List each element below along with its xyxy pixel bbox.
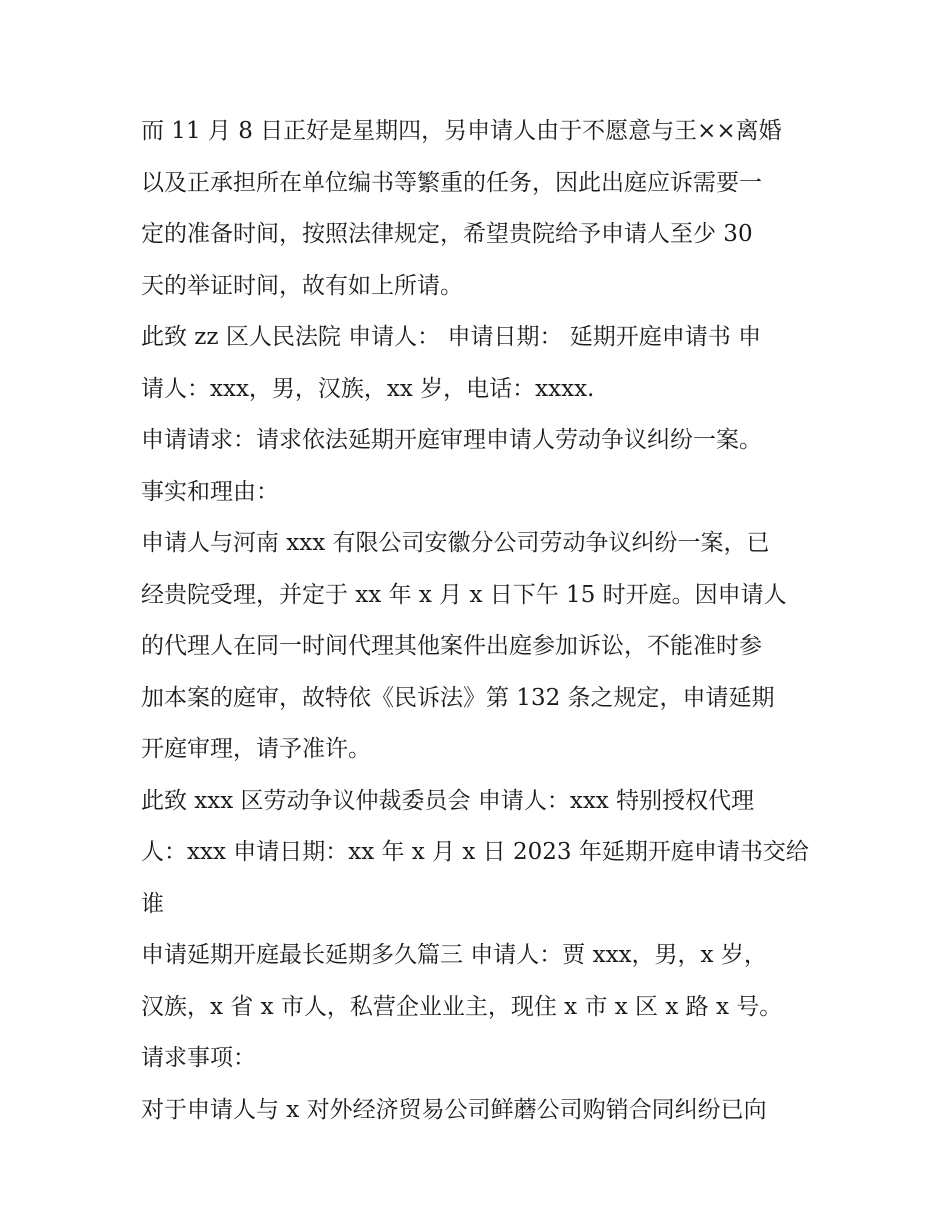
text-line: 定的准备时间，按照法律规定，希望贵院给予申请人至少 30 [141,221,753,247]
text-line: 的代理人在同一时间代理其他案件出庭参加诉讼，不能准时参 [141,633,762,659]
text-line: 此致 zz 区人民法院 申请人： 申请日期： 延期开庭申请书 申 [141,324,762,350]
text-line: 人：xxx 申请日期：xx 年 x 月 x 日 2023 年延期开庭申请书交给 [141,839,809,865]
text-line: 开庭审理，请予准许。 [141,736,371,762]
text-line: 以及正承担所在单位编书等繁重的任务，因此出庭应诉需要一 [141,169,762,196]
text-line: 加本案的庭审，故特依《民诉法》第 132 条之规定，申请延期 [141,684,775,711]
text-line: 对于申请人与 x 对外经济贸易公司鲜蘑公司购销合同纠纷已向 [141,1096,767,1123]
text-line: 而 11 月 8 日正好是星期四，另申请人由于不愿意与王××离婚 [141,118,782,144]
text-line: 请人：xxx，男，汉族，xx 岁，电话：xxxx. [141,375,595,402]
text-line: 经贵院受理，并定于 xx 年 x 月 x 日下午 15 时开庭。因申请人 [141,581,787,608]
text-line: 申请人与河南 xxx 有限公司安徽分公司劳动争议纠纷一案，已 [141,530,770,556]
text-line: 请求事项： [141,1045,256,1071]
text-line: 此致 xxx 区劳动争议仲裁委员会 申请人：xxx 特别授权代理 [141,787,755,814]
text-line: 事实和理由： [141,478,279,505]
text-line: 汉族，x 省 x 市人，私营企业业主，现住 x 市 x 区 x 路 x 号。 [141,993,783,1020]
document-body [141,106,821,1136]
text-line: 申请请求：请求依法延期开庭审理申请人劳动争议纠纷一案。 [141,427,762,453]
text-line: 天的举证时间，故有如上所请。 [141,272,463,299]
text-line: 谁 [141,890,164,917]
text-line: 申请延期开庭最长延期多久篇三 申请人：贾 xxx，男，x 岁， [141,942,767,968]
